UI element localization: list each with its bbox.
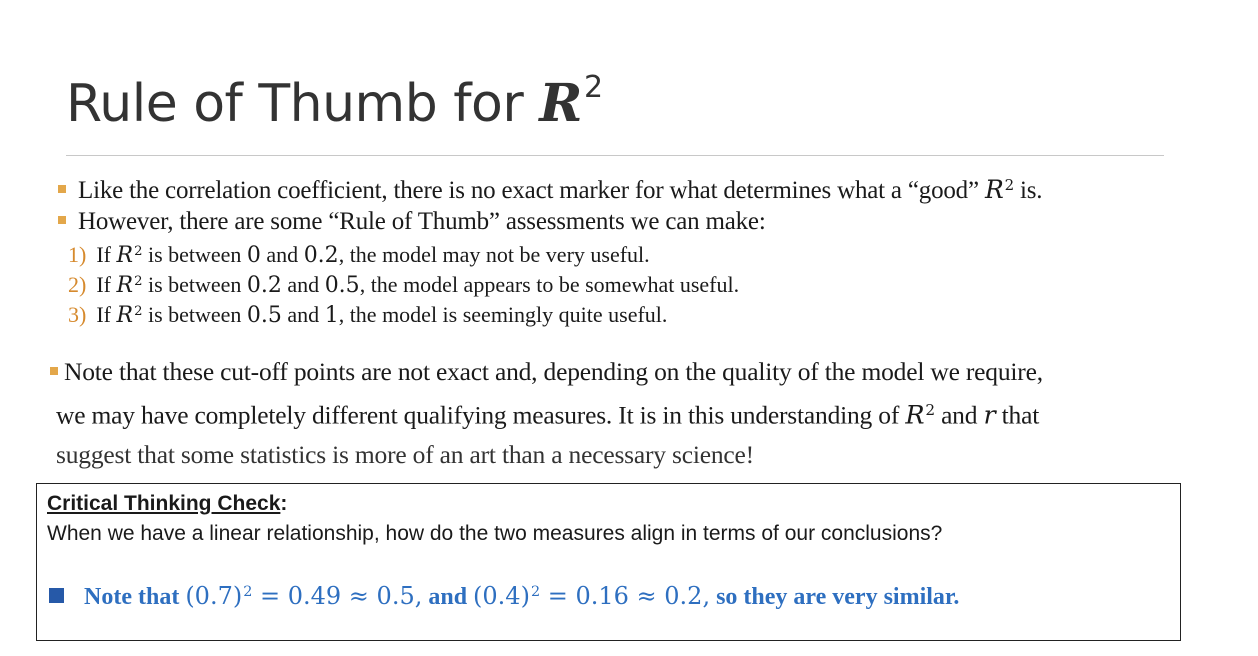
critical-thinking-question: When we have a linear relationship, how do the two measures align in terms of our conclusions?: [47, 522, 943, 545]
rule-item-1: 1) If $R^2$ is between 0 and 0.2, the model may not be very useful.: [68, 242, 650, 268]
critical-thinking-box: [36, 483, 1181, 641]
rule-item-2: 2) If $R^2$ is between 0.2 and 0.5, the model appears to be somewhat useful.: [68, 272, 740, 298]
note-paragraph: [46, 352, 1186, 474]
critical-thinking-answer: Note that $(0.7)^2 = 0.49 \approx 0.5$, and $(0.4)^2 = 0.16 \approx 0.2$, so they are very similar.: [49, 582, 959, 611]
slide-title-variable: R: [539, 73, 582, 134]
square-bullet-icon: [49, 588, 64, 603]
bullet-item-2: However, there are some “Rule of Thumb” assessments we can make:: [58, 208, 766, 236]
square-bullet-icon: [58, 216, 66, 224]
title-divider: [66, 155, 1164, 156]
slide-title: [66, 70, 603, 134]
square-bullet-icon: [50, 367, 58, 375]
bullet-item-1: Like the correlation coefficient, there is no exact marker for what determines what a “good” $R^2$ is.: [58, 175, 1042, 205]
slide-title-text: Rule of Thumb for: [66, 74, 524, 134]
rule-item-3: 3) If $R^2$ is between 0.5 and 1, the model is seemingly quite useful.: [68, 302, 668, 328]
note-line-2: we may have completely different qualifying measures. It is in this understanding of $R^2$ and r that: [56, 400, 1040, 431]
note-line-1: Note that these cut-off points are not exact and, depending on the quality of the model we require,: [46, 352, 1186, 391]
note-line-3: suggest that some statistics is more of an art than a necessary science!: [56, 440, 754, 470]
square-bullet-icon: [58, 185, 66, 193]
critical-thinking-heading: Critical Thinking Check:: [47, 492, 288, 515]
slide-title-exponent: 2: [584, 70, 603, 105]
